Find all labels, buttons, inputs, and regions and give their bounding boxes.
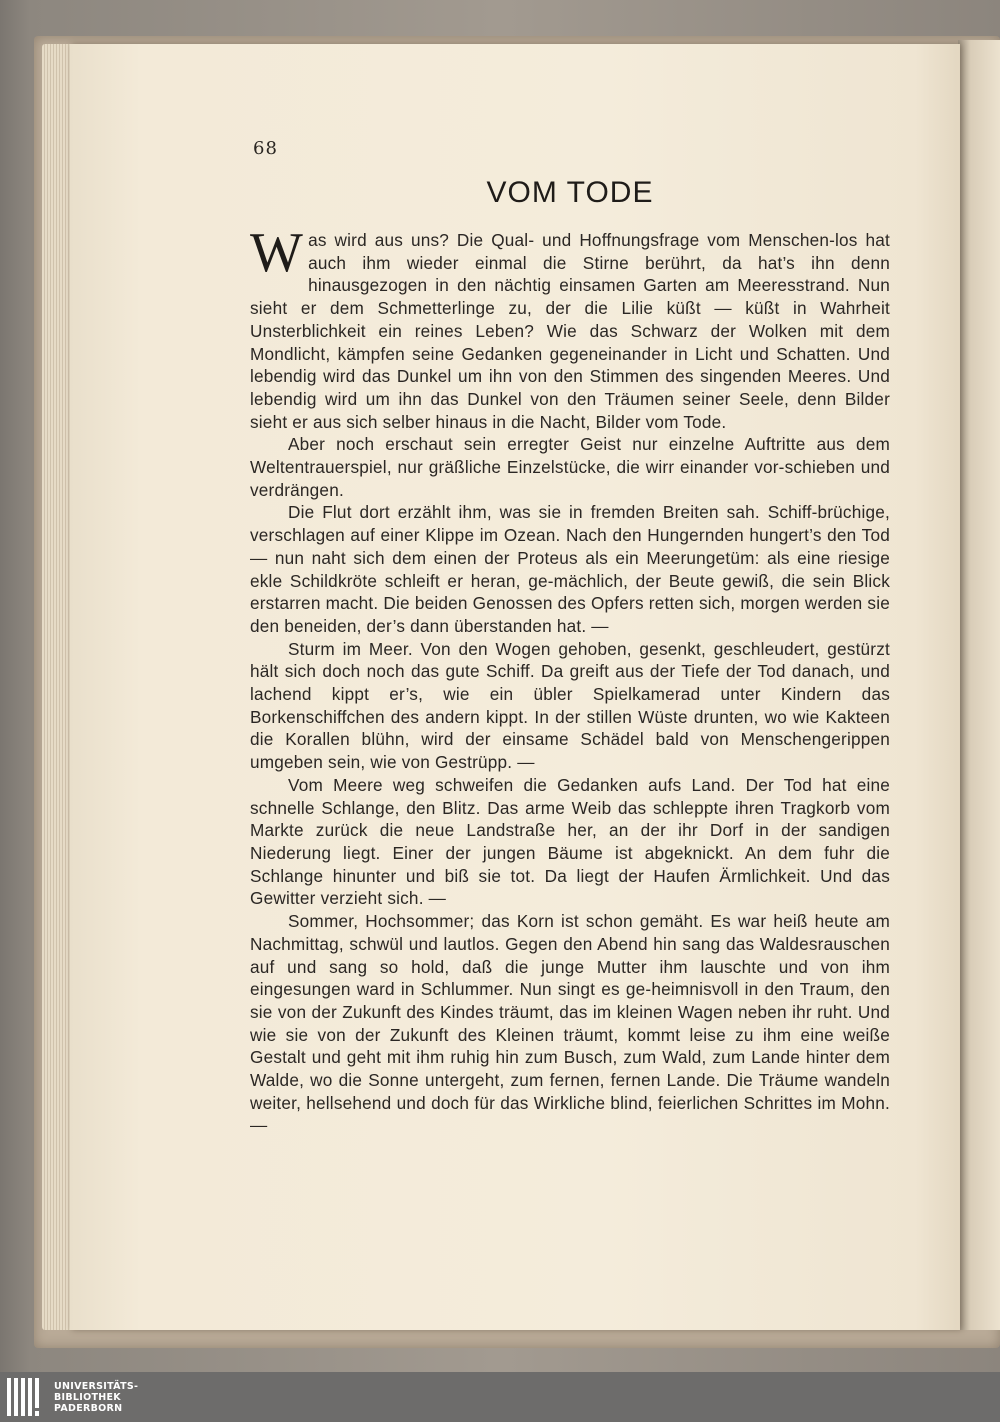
paragraph: Aber noch erschaut sein erregter Geist nur einzelne Auftritte aus dem Weltentrauerspiel, nur gräßliche Einzelstücke, die wirr einander vor-schieben und verdrängen.	[250, 434, 890, 500]
paragraph: Vom Meere weg schweifen die Gedanken aufs Land. Der Tod hat eine schnelle Schlange, den Blitz. Das arme Weib das schleppte ihren Tragkorb vom Markte zurück die neue Landstraße her, an der ihr Dorf in der sandigen Niederung liegt. Einer der jungen Bäume ist abgeknickt. An dem fuhr die Schlange hinunter und biß sie tot. Da liegt der Haufen Ärmlichkeit. Und das Gewitter verzieht sich. —	[250, 774, 890, 909]
chapter-title: VOM TODE	[486, 176, 654, 209]
library-logo[interactable]	[6, 1376, 138, 1418]
page-number: 68	[253, 138, 278, 159]
drop-cap: W	[250, 222, 304, 284]
facing-page-edge	[958, 40, 1000, 1330]
paragraph	[250, 222, 890, 433]
logo-line: PADERBORN	[54, 1402, 123, 1414]
library-name	[54, 1381, 138, 1414]
logo-line: BIBLIOTHEK	[54, 1391, 121, 1403]
logo-line: UNIVERSITÄTS-	[54, 1380, 139, 1392]
paragraph-text: as wird aus uns? Die Qual- und Hoffnungsfrage vom Menschen-los hat auch ihm wieder einmal die Stirne berührt, da hat’s ihn denn hinausgezogen in den nächtig einsamen Garten am Meeresstrand. Nun sieht er dem Schmetterlinge zu, der die Lilie küßt — küßt in Wahrheit Unsterblichkeit ein reines Leben? Wie das Schwarz der Wolken mit dem Mondlicht, kämpfen seine Gedanken gegeneinander in Licht und Schatten. Und lebendig wird das Dunkel um ihn von den Stimmen des singenden Meeres. Und lebendig wird um ihn das Dunkel von den Träumen seiner Seele, denn Bilder sieht er aus sich selber hinaus in die Nacht, Bilder vom Tode.	[250, 230, 890, 432]
body-text	[250, 222, 890, 1137]
library-logo-icon	[6, 1376, 44, 1418]
paragraph: Sommer, Hochsommer; das Korn ist schon gemäht. Es war heiß heute am Nachmittag, schwül und lautlos. Gegen den Abend hin sang das Waldesrauschen auf und sang so hold, daß die junge Mutter ihm lauschte und von ihm eingesungen ward in Schlummer. Nun singt es ge-heimnisvoll in den Traum, den sie von der Zukunft des Kindes träumt, das im kleinen Wagen neben ihr ruht. Und wie sie von der Zukunft des Kleinen träumt, kommt leise zu ihm eine weiße Gestalt und geht mit ihm ruhig hin zum Busch, zum Wald, zum Lande hinter dem Walde, wo die Sonne untergeht, zum fernen, fernen Lande. Die Träume wandeln weiter, hellsehend und doch für das Wirkliche blind, feierlichen Schrittes im Mohn. —	[250, 911, 890, 1136]
paragraph: Sturm im Meer. Von den Wogen gehoben, gesenkt, geschleudert, gestürzt hält sich doch noch das gute Schiff. Da greift aus der Tiefe der Tod danach, und lachend kippt er’s, wie ein übler Spielkamerad unter Kindern das Borkenschiffchen des andern kippt. In der stillen Wüste drunten, wo wie Kakteen die Korallen blühn, wird der einsame Schädel bald von Menschengerippen umgeben sein, wie von Gestrüpp. —	[250, 638, 890, 773]
paragraph: Die Flut dort erzählt ihm, was sie in fremden Breiten sah. Schiff-brüchige, verschlagen auf einer Klippe im Ozean. Nach den Hungernden hungert’s den Tod — nun naht sich dem einen der Proteus als ein Meerungetüm: als eine riesige ekle Schildkröte schleift er heran, ge-mächlich, der Beute gewiß, die sein Blick erstarren macht. Die beiden Genossen des Opfers retten sich, morgen werden sie den beneiden, der’s dann überstanden hat. —	[250, 502, 890, 636]
footer-bar	[0, 1372, 1000, 1422]
